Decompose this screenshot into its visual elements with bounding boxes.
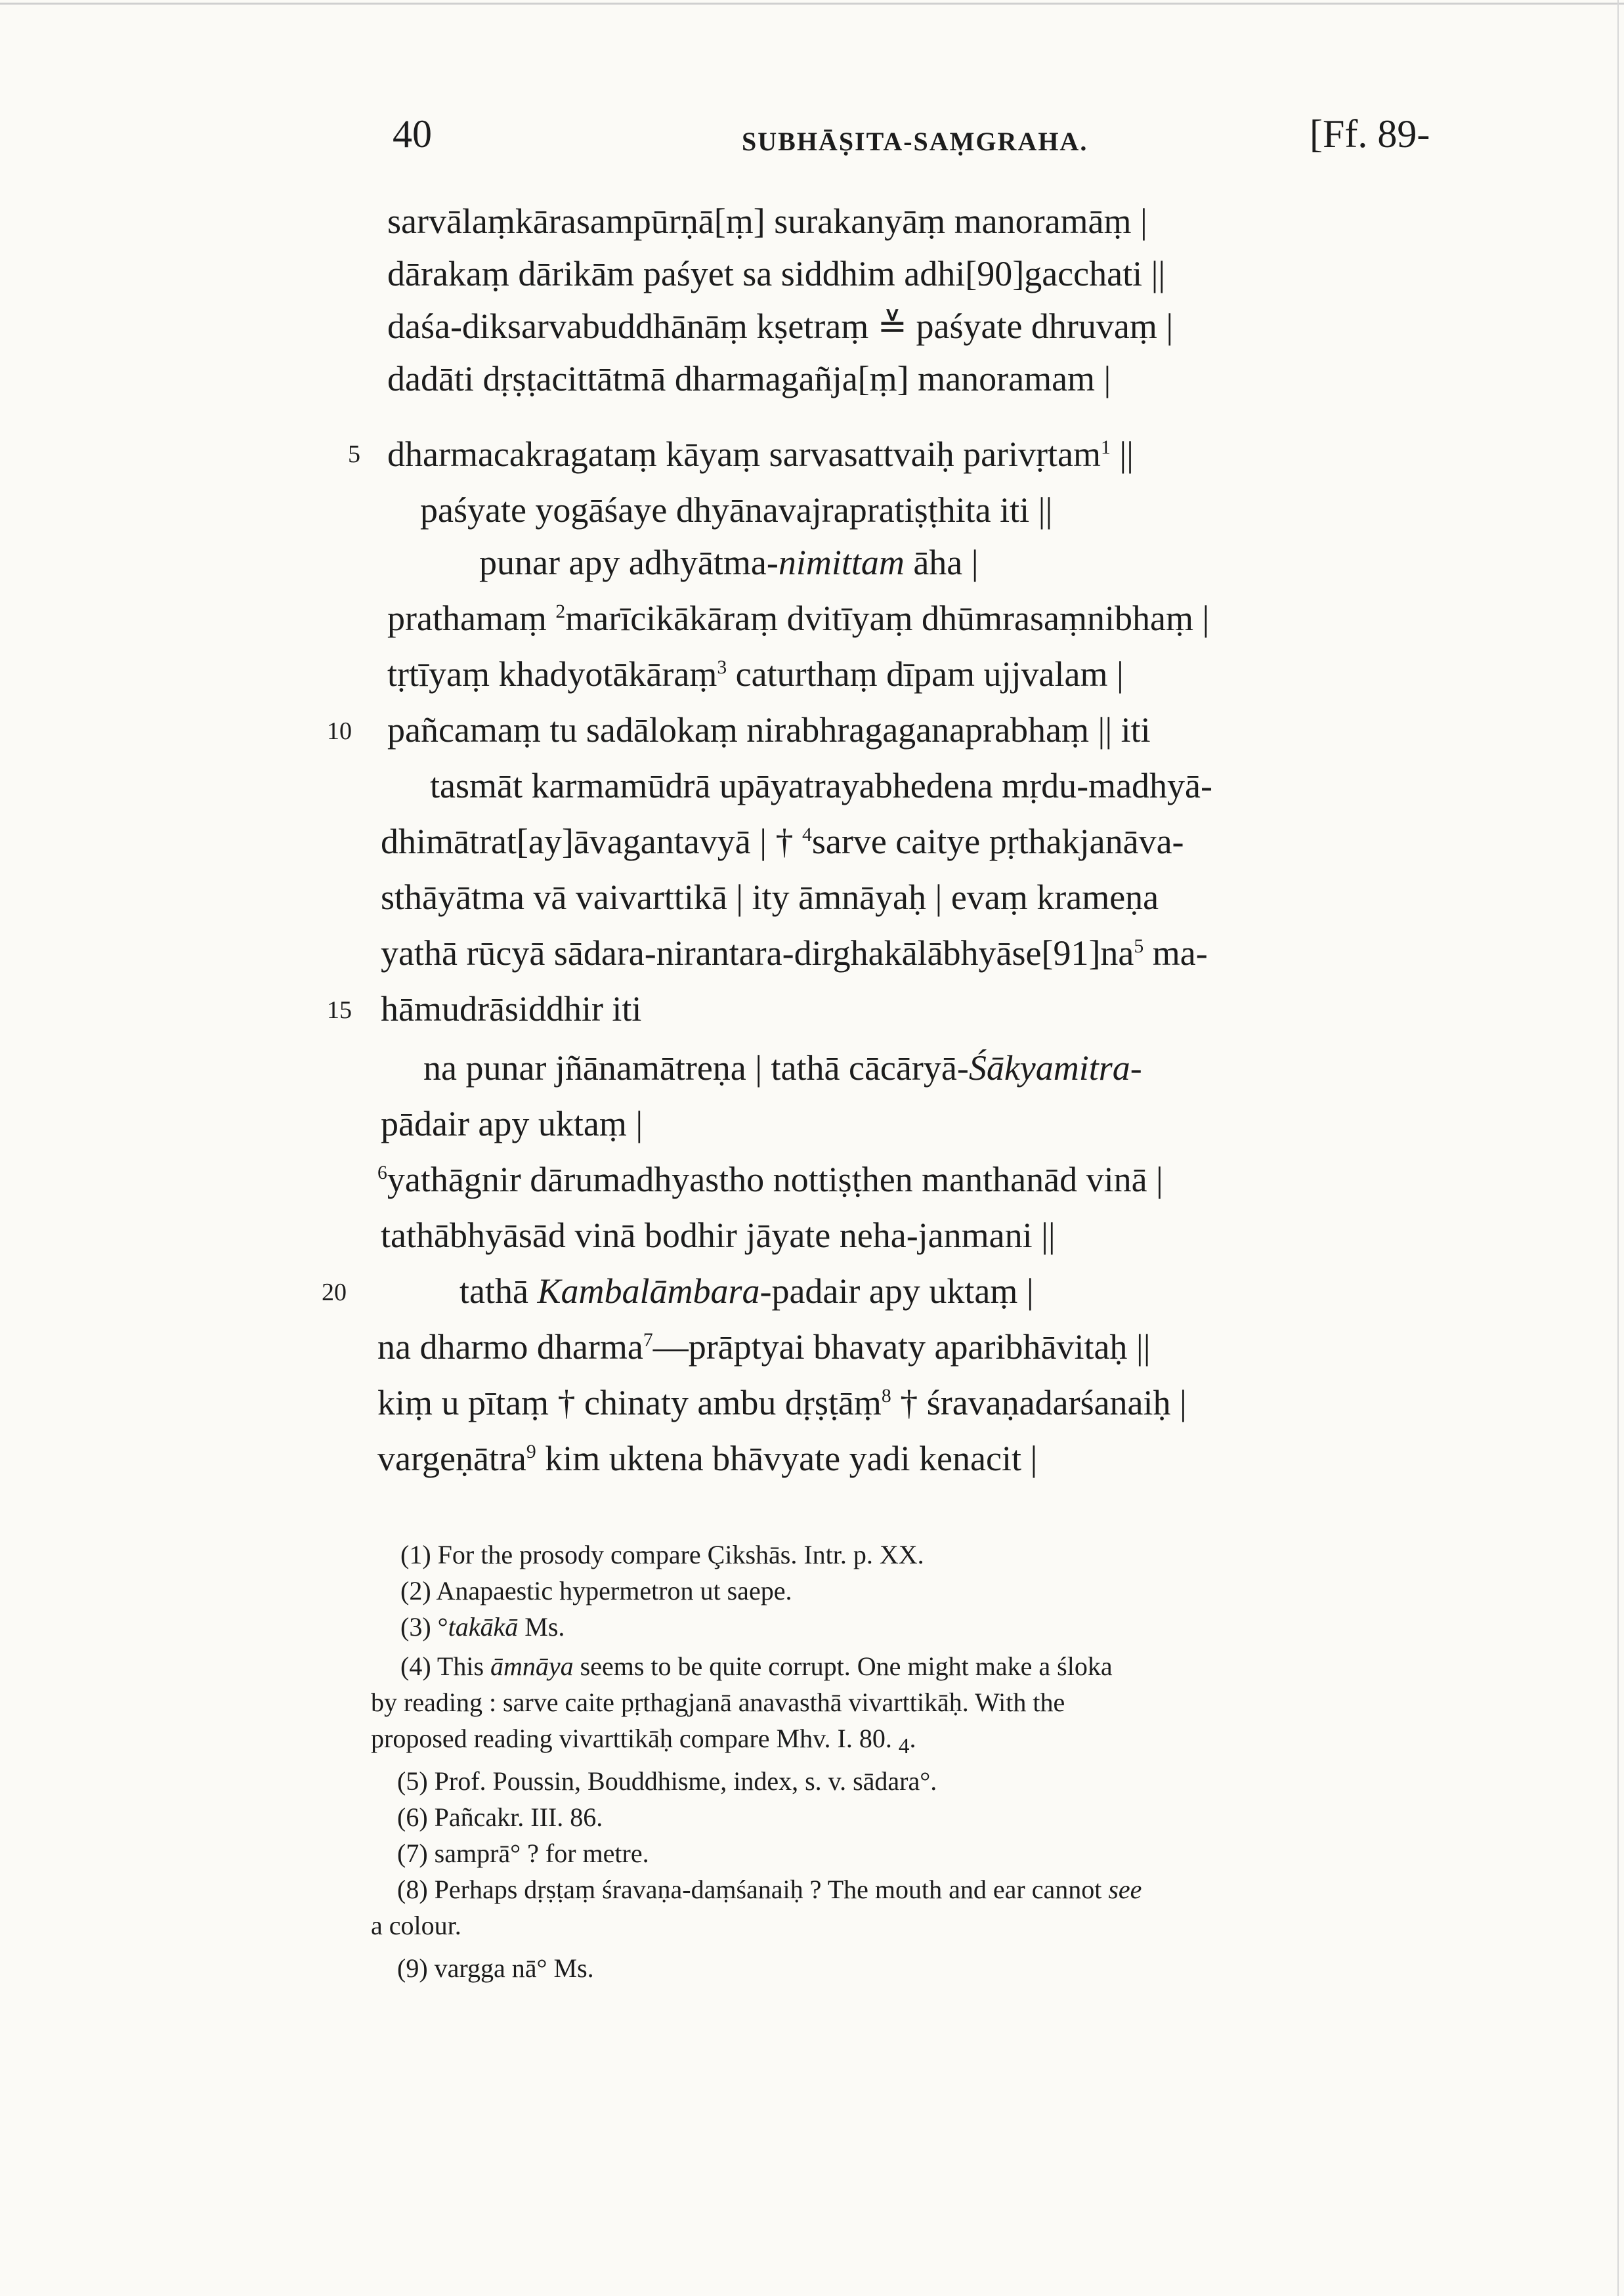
line-number-5: 5 [348,440,360,468]
verse-line: tathābhyāsād vinā bodhir jāyate neha-janmani || [381,1216,1056,1255]
verse-line: pañcamaṃ tu sadālokaṃ nirabhragaganaprabhaṃ || iti [387,710,1151,750]
footnote-ref: 2 [555,601,566,622]
footnote-4-continued: by reading : sarve caite pṛthagjanā anavasthā vivarttikāḥ. With the [371,1688,1065,1717]
verse-line: dharmacakragataṃ kāyaṃ sarvasattvaiḥ parivṛtam$^1$ || [387,435,1134,474]
verse-line: tṛtīyaṃ khadyotākāraṃ$^3$ caturthaṃ dīpam ujjvalam | [387,654,1124,694]
page-header [0,112,1624,171]
footnote-1: (1) For the prosody compare Çikshās. Intr. p. XX. [400,1540,924,1569]
prose-line: punar apy adhyātma-nimittam āha | [479,543,979,582]
verse-line: prathamaṃ $^2$marīcikākāraṃ dvitīyaṃ dhūmrasaṃnibhaṃ | [387,599,1210,638]
footnote-6: (6) Pañcakr. III. 86. [397,1802,603,1832]
prose-line: yathā rūcyā sādara-$nirantara-dirghakālābhyāse[91]na^5$ ma- [381,933,1208,973]
top-border [0,3,1624,5]
prose-line: tasmāt karmamūdrā upāyatrayabhedena mṛdu-madhyā- [430,766,1212,805]
prose-line: tathā Kambalāmbara-padair apy uktaṃ | [459,1271,1034,1311]
footnote-ref: 7 [643,1330,653,1351]
prose-line: hāmudrāsiddhir iti [381,989,642,1029]
footnote-8-continued: a colour. [371,1911,461,1940]
line-number-15: 15 [327,996,352,1024]
verse-line: dārakaṃ dārikām paśyet sa siddhim adhi[90]gacchati || [387,254,1166,293]
footnote-ref: 4 [802,824,812,845]
footnote-3: (3) °takākā Ms. [400,1612,565,1642]
footnote-4: (4) This āmnāya seems to be quite corrupt. One might make a śloka [400,1651,1113,1681]
footnote-4-continued: proposed reading vivarttikāḥ compare Mhv. I. 80. $_4$. [371,1724,916,1758]
right-border [1617,0,1619,2296]
folio-reference: [Ff. 89- [1310,112,1430,156]
verse-line: $^6$yathāgnir dārumadhyastho nottiṣṭhen manthanād vinā | [377,1160,1163,1199]
footnote-9: (9) vargga nā° Ms. [397,1953,594,1983]
footnote-2: (2) Anapaestic hypermetron ut saepe. [400,1576,792,1605]
line-number-10: 10 [327,717,352,745]
verse-line: daśa-diksarvabuddhānāṃ kṣetraṃ ≚ paśyate dhruvaṃ | [387,307,1174,346]
verse-line: kiṃ u pītaṃ † chinaty ambu dṛṣṭāṃ$^8$ † śravaṇadarśanaiḥ | [377,1383,1187,1422]
verse-line: vargeṇātra$^9$ kim uktena bhāvyate yadi kenacit | [377,1439,1038,1478]
verse-line: paśyate yogāśaye dhyānavajrapratiṣṭhita iti || [420,490,1053,530]
footnote-ref: 9 [526,1441,536,1462]
prose-line: na punar jñānamātreṇa | tathā cācāryā-Śākyamitra- [423,1048,1142,1088]
prose-line: pādair apy uktaṃ | [381,1104,643,1143]
prose-line: dhimātrat[ay]āvagantavyā | † $^4$sarve caitye pṛthakjanāva- [381,822,1184,861]
verse-line: sarvālaṃkārasampūrṇā[ṃ] surakanyāṃ manoramāṃ | [387,202,1147,241]
footnote-ref: 5 [1134,936,1144,957]
line-number-20: 20 [322,1279,347,1306]
footnote-7: (7) samprā° ? for metre. [397,1839,649,1868]
verse-line: dadāti dṛṣṭacittātmā dharmagañja[ṃ] manoramam | [387,359,1111,398]
running-title: SUBHĀṢITA-SAṂGRAHA. [742,127,1088,156]
verse-line: na dharmo dharma$^7$—prāptyai bhavaty aparibhāvitaḥ || [377,1327,1151,1367]
footnote-ref: 1 [1101,437,1111,458]
page-number: 40 [393,112,432,156]
footnote-ref: 3 [717,657,727,678]
prose-line: sthāyātma vā vaivarttikā | ity āmnāyaḥ | evaṃ krameṇa [381,878,1159,917]
footnote-ref: 6 [377,1162,387,1183]
footnote-5: (5) Prof. Poussin, Bouddhisme, index, s. v. sādara°. [397,1766,937,1796]
footnote-8: (8) Perhaps dṛṣṭaṃ śravaṇa-daṃśanaiḥ ? The mouth and ear cannot see [397,1875,1142,1904]
footnote-ref: 8 [881,1386,891,1407]
